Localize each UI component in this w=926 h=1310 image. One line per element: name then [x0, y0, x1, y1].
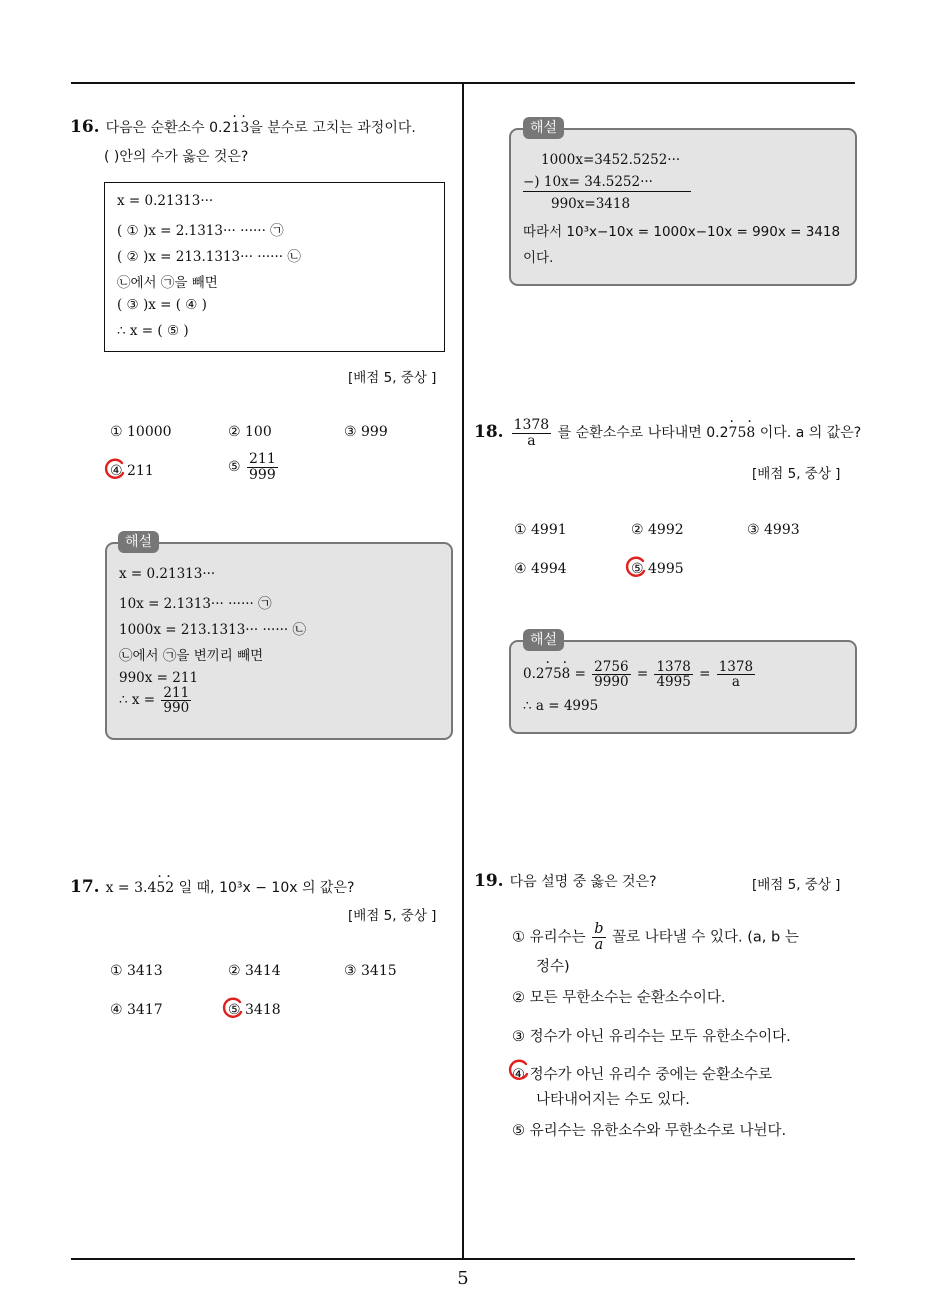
sol-line: x = 0.21313··· — [119, 566, 216, 582]
q18-solution-tab: 해설 — [523, 629, 564, 651]
box-line: ( ③ )x = ( ④ ) — [117, 297, 207, 313]
q16-solution-box — [105, 542, 453, 740]
q16-solution-tab: 해설 — [118, 531, 159, 553]
sol-line: ㉡에서 ㉠을 변끼리 빼면 — [119, 648, 264, 664]
q19-option-1-cont: 정수) — [536, 959, 570, 975]
sol-line: 1000x=3452.5252··· — [541, 152, 681, 168]
q19-option-1-fraction: $\frac{b}{a}$ — [594, 921, 604, 954]
answer-mark-icon — [508, 1059, 530, 1081]
q16-option-5[interactable]: ⑤ $\frac{211}{999}$ — [228, 451, 276, 483]
sol-line: 1000x = 213.1313··· ······ ㉡ — [119, 622, 306, 638]
q16-process-box — [104, 182, 445, 352]
q17-option-3[interactable]: ③ 3415 — [344, 963, 397, 979]
q18-option-4[interactable]: ④ 4994 — [514, 561, 567, 577]
box-line: ∴ x = ( ⑤ ) — [117, 323, 189, 339]
sol-fraction: $\frac{211}{990}$ — [163, 685, 190, 717]
q18-number: 18. — [474, 422, 504, 443]
q19-option-2[interactable]: ② 모든 무한소수는 순환소수이다. — [512, 990, 726, 1006]
column-divider — [462, 84, 464, 1258]
q19-option-5[interactable]: ⑤ 유리수는 유한소수와 무한소수로 나뉜다. — [512, 1123, 787, 1139]
box-line: ㉡에서 ㉠을 빼면 — [117, 275, 218, 291]
q18-fraction: $\frac{1378}{a}$ — [513, 417, 550, 449]
q17-stem: 17. x = 3.4· 5· 2 일 때, 10³x − 10x 의 값은? — [70, 877, 354, 897]
q19-number: 19. — [474, 871, 504, 891]
q16-option-4[interactable]: ④ 211 — [110, 463, 154, 479]
q18-solution-box — [509, 640, 857, 734]
q19-meta: [배점 5, 중상 ] — [752, 877, 841, 893]
sol-line: 이다. — [523, 250, 554, 266]
sol-line: 990x = 211 — [119, 670, 199, 686]
q19-option-3[interactable]: ③ 정수가 아닌 유리수는 모두 유한소수이다. — [512, 1029, 791, 1045]
q19-option-4-cont: 나타내어지는 수도 있다. — [536, 1092, 690, 1108]
box-line: ( ① )x = 2.1313··· ······ ㉠ — [117, 223, 284, 239]
sol-line: −) 10x= 34.5252··· — [523, 174, 691, 192]
q19-stem: 19. 다음 설명 중 옳은 것은? — [474, 871, 657, 891]
answer-mark-icon — [625, 556, 647, 578]
q17-option-1[interactable]: ① 3413 — [110, 963, 163, 979]
q18-stem: 18. $\frac{1378}{a}$ 를 순환소수로 나타내면 0.2· 75· 8 이다. a 의 값은? — [474, 418, 861, 448]
q16-option-5-fraction: $\frac{211}{999}$ — [249, 451, 276, 483]
q17-solution-box — [509, 128, 857, 286]
sol-fraction: $\frac{1378}{a}$ — [718, 659, 754, 691]
sol-fraction: $\frac{2756}{9990}$ — [594, 659, 629, 691]
q16-option-3[interactable]: ③ 999 — [344, 424, 388, 440]
page-number: 5 — [457, 1268, 469, 1289]
q17-option-2[interactable]: ② 3414 — [228, 963, 281, 979]
sol-line: 따라서 10³x−10x = 1000x−10x = 990x = 3418 — [523, 224, 841, 240]
q16-stem: 16. 다음은 순환소수 0.2· 1· 3을 분수로 고치는 과정이다. — [70, 117, 416, 137]
sol-line: ∴ x = $\frac{211}{990}$ — [119, 685, 190, 717]
q16-stem-line2: ( )안의 수가 옳은 것은? — [104, 149, 249, 165]
q18-option-3[interactable]: ③ 4993 — [747, 522, 800, 538]
q16-number: 16. — [70, 117, 100, 137]
q16-meta: [배점 5, 중상 ] — [348, 370, 437, 386]
answer-mark-icon — [222, 997, 244, 1019]
box-line: ( ② )x = 213.1313··· ······ ㉡ — [117, 249, 301, 265]
q19-option-1[interactable]: ① 유리수는 $\frac{b}{a}$ 꼴로 나타낼 수 있다. (a, b 는 — [512, 921, 799, 954]
sol-line: 990x=3418 — [551, 196, 631, 212]
box-line: x = 0.21313··· — [117, 193, 214, 209]
q17-solution-tab: 해설 — [523, 117, 564, 139]
sol-line: ∴ a = 4995 — [523, 698, 599, 714]
q17-meta: [배점 5, 중상 ] — [348, 908, 437, 924]
q17-option-5[interactable]: ⑤ 3418 — [228, 1002, 281, 1018]
q16-option-2[interactable]: ② 100 — [228, 424, 272, 440]
q18-option-1[interactable]: ① 4991 — [514, 522, 567, 538]
sol-line: 10x = 2.1313··· ······ ㉠ — [119, 596, 272, 612]
q16-option-1[interactable]: ① 10000 — [110, 424, 172, 440]
bottom-rule — [71, 1258, 855, 1260]
sol-equation: 0.2· 75· 8 = $\frac{2756}{9990}$ = $\frac{1378}{4995}$ = $\frac{1378}{a}$ — [523, 660, 757, 689]
q18-option-5[interactable]: ⑤ 4995 — [631, 561, 684, 577]
sol-fraction: $\frac{1378}{4995}$ — [656, 659, 691, 691]
q19-option-4[interactable]: ④ 정수가 아닌 유리수 중에는 순환소수로 — [512, 1067, 773, 1083]
q18-meta: [배점 5, 중상 ] — [752, 466, 841, 482]
q18-option-2[interactable]: ② 4992 — [631, 522, 684, 538]
q17-number: 17. — [70, 877, 100, 897]
answer-mark-icon — [104, 458, 126, 480]
q17-option-4[interactable]: ④ 3417 — [110, 1002, 163, 1018]
